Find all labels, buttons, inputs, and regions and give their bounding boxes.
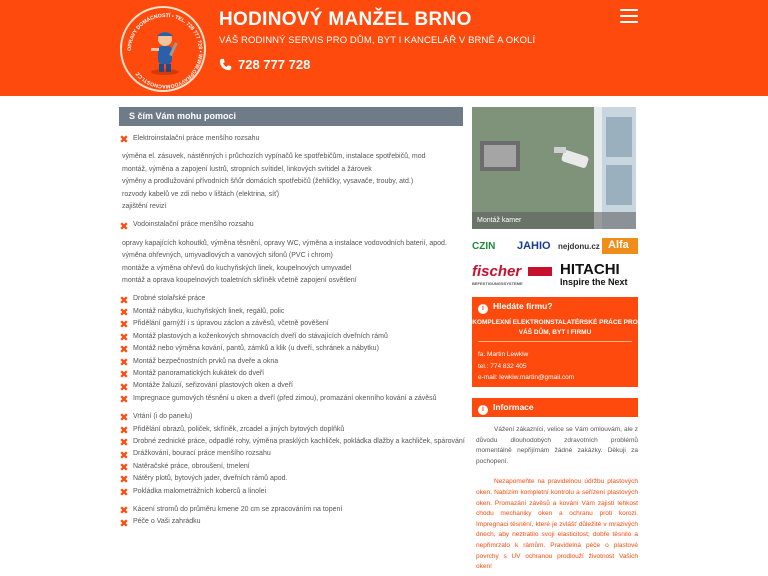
phone-number: 728 777 728 <box>238 57 311 72</box>
contact-block <box>478 349 574 384</box>
list-item: Drobné zednické práce, odpadlé rohy, výměna prasklých kachliček, pokládka dlažby a kachliček, spárování <box>120 436 465 448</box>
handyman-figure-icon <box>146 28 184 76</box>
list-item: Nátěry plotů, bytových jader, dveřních rámů apod. <box>120 473 465 485</box>
list-item: opravy kapajících kohoutků, výměna těsnění, opravy WC, výměna a instalace vodovodních baterií, apod. <box>122 239 447 247</box>
list-item: Drážkování, bourací práce menšího rozsahu <box>120 448 465 460</box>
services-content <box>120 133 465 529</box>
brand-logos-row-1 <box>472 238 638 256</box>
info-paragraph: Vážení zákazníci, velice se Vám omlouvám, ale z důvodu dlouhodobých zdravotních problémů momentálně nepřijímám žádné zakázky. Děkuji za pochopení. <box>476 426 638 465</box>
list-item: Montáž panoramatických kukátek do dveří <box>120 368 465 380</box>
info-circle-icon: i <box>478 405 488 415</box>
tools-icon <box>120 345 128 353</box>
list-item: montáže a výměna ohřevů do kuchyňských linek, koupelnových umyvadel <box>122 264 352 272</box>
list-item: Montáž bezpečnostních prvků na dveře a okna <box>120 356 465 368</box>
camera-install-image[interactable] <box>472 107 636 229</box>
list-item: Natěračské práce, obroušení, tmelení <box>120 461 465 473</box>
brand-hitachi[interactable]: HITACHI <box>560 261 620 278</box>
fischer-tagline: BEFESTIGUNGSSYSTEME <box>472 281 523 286</box>
menu-toggle-button[interactable] <box>620 9 638 24</box>
list-item: montáž, výměna a zapojení lustrů, stropních svítidel, linkových svítidel a žárovek <box>122 165 372 173</box>
tools-icon <box>120 475 128 483</box>
tools-icon <box>120 135 128 143</box>
site-logo[interactable] <box>120 6 206 92</box>
tools-icon <box>120 320 128 328</box>
list-item: Péče o Vaši zahrádku <box>120 516 465 528</box>
list-item: Montáže žaluzií, seřizování plastových oken a dveří <box>120 380 465 392</box>
brand-logos-row-2 <box>472 261 638 287</box>
tools-icon <box>120 413 128 421</box>
list-item: výměna el. zásuvek, nástěnných i průchozích vypínačů ke spotřebičům, instalace spotřebičů, mod <box>122 153 426 161</box>
hamburger-icon <box>620 9 638 11</box>
list-item: výměna ohřevných, umyvadlových a vanových sifonů (PVC i chrom) <box>122 252 333 260</box>
site-title[interactable]: HODINOVÝ MANŽEL BRNO <box>219 9 472 30</box>
brand-alfa[interactable]: Alfa <box>602 238 638 254</box>
tools-icon <box>120 438 128 446</box>
brand-nejdonu[interactable]: nejdonu.cz <box>558 242 600 251</box>
svg-text:OPRAVY DOMÁCNOSTÍ • TEL. 728 7: OPRAVY DOMÁCNOSTÍ • TEL. 728 777 728 • WWW.OPRAVYDOMACNOSTI.CZ <box>126 12 204 90</box>
list-item: Montáž nebo výměna kování, pantů, zámků a klik (u dveří, schránek a nábytku) <box>120 343 465 355</box>
list-item: Elektroinstalační práce menšího rozsahu <box>120 133 465 145</box>
hitachi-tagline: Inspire the Next <box>560 277 628 287</box>
services-list-a <box>120 293 465 405</box>
camera-photo-icon <box>472 107 636 229</box>
tools-icon <box>120 296 128 304</box>
list-item: Kácení stromů do průměru kmene 20 cm se zpracováním na topení <box>120 504 465 516</box>
services-list-c <box>120 504 465 529</box>
contact-phone[interactable]: tel.: 774 832 405 <box>478 362 527 370</box>
list-item: Vodoinstalační práce menšího rozsahu <box>120 219 465 231</box>
contact-company: fa. Martin Lewkiw <box>478 351 529 358</box>
tools-icon <box>120 519 128 527</box>
tools-icon <box>120 395 128 403</box>
list-item: zajištění revizí <box>122 203 167 211</box>
section-title: S čím Vám mohu pomoci <box>119 107 463 126</box>
services-list-b <box>120 411 465 498</box>
list-item: Impregnace gumových těsnění u oken a dveří (před zimou), promazání okenního kování a závěsů <box>120 393 465 405</box>
info-circle-icon: i <box>478 304 488 314</box>
search-panel-title: KOMPLEXNÍ ELEKTROINSTALATÉRSKÉ PRÁCE PRO VÁŠ DŮM, BYT I FIRMU <box>472 319 638 336</box>
list-item: rozvody kabelů ve zdi nebo v lištách (elektrina, síť) <box>122 190 280 198</box>
tools-icon <box>120 488 128 496</box>
tools-icon <box>120 358 128 366</box>
list-item: Drobné stolařské práce <box>120 293 465 305</box>
contact-email[interactable]: e-mail: lewkiw.martin@gmail.com <box>478 374 575 381</box>
tools-icon <box>120 383 128 391</box>
list-item: montáž a oprava koupelnových toaletních skříněk včetně zapojení osvětlení <box>122 277 357 285</box>
header-phone[interactable] <box>219 57 310 72</box>
list-item: Pokládka malometrážních koberců a linolei <box>120 486 465 498</box>
site-subtitle: VÁŠ RODINNÝ SERVIS PRO DŮM, BYT I KANCELÁŘ V BRNĚ A OKOLÍ <box>219 35 536 46</box>
list-item: Přidělání garnýží i s úpravou záclon a závěsů, včetně pověšení <box>120 318 465 330</box>
brand-fischer[interactable]: fischer <box>472 263 522 280</box>
brand-jahio[interactable]: JAHIO <box>517 240 551 252</box>
info-panel-text <box>476 425 638 576</box>
site-header <box>0 0 768 96</box>
fischer-badge-icon <box>528 267 552 276</box>
tools-icon <box>120 308 128 316</box>
info-paragraph: Nezapomeňte na pravidelnou údržbu plastových oken. Nabízím kompletní kontrolu a seřízení plastových oken. Promazání závěsů a kování Vám zajistí lehkost chodu mechaniky oken a ochranu proti korozi. Impregnaci těsnění, které je zvlášť důležité v mrazivých dnech, aby neztratilo svoji elasticitost; dobře těsnilo a nepřimrzalo k rámům. Pravidelná péče o plastové povrchy s UV ochranou prodlouží životnost Vašich oken! <box>476 478 638 571</box>
divider <box>478 341 632 342</box>
list-item: Přidělání obrazů, poliček, skříněk, zrcadel a jiných bytových doplňků <box>120 424 465 436</box>
tools-icon <box>120 451 128 459</box>
list-item: výměny a prodlužování přívodních šňůr domácích spotřebičů (žehličky, vysavače, trouby, atd.) <box>122 178 414 186</box>
list-item: Montáž plastových a koženkových shrnovacích dveří do stávajících dveřních rámů <box>120 331 465 343</box>
search-panel-head: i Hledáte firmu? <box>472 297 638 316</box>
phone-icon <box>219 58 232 71</box>
tools-icon <box>120 426 128 434</box>
tools-icon <box>120 463 128 471</box>
brand-czin[interactable]: CZIN <box>472 241 496 252</box>
tools-icon <box>120 370 128 378</box>
list-item: Montáž nábytku, kuchyňských linek, regálů, polic <box>120 306 465 318</box>
tools-icon <box>120 506 128 514</box>
tools-icon <box>120 333 128 341</box>
tools-icon <box>120 222 128 230</box>
info-panel-head: i Informace <box>472 398 638 417</box>
list-item: Vrtání (i do panelu) <box>120 411 465 423</box>
image-caption: Montáž kamer <box>472 212 636 229</box>
